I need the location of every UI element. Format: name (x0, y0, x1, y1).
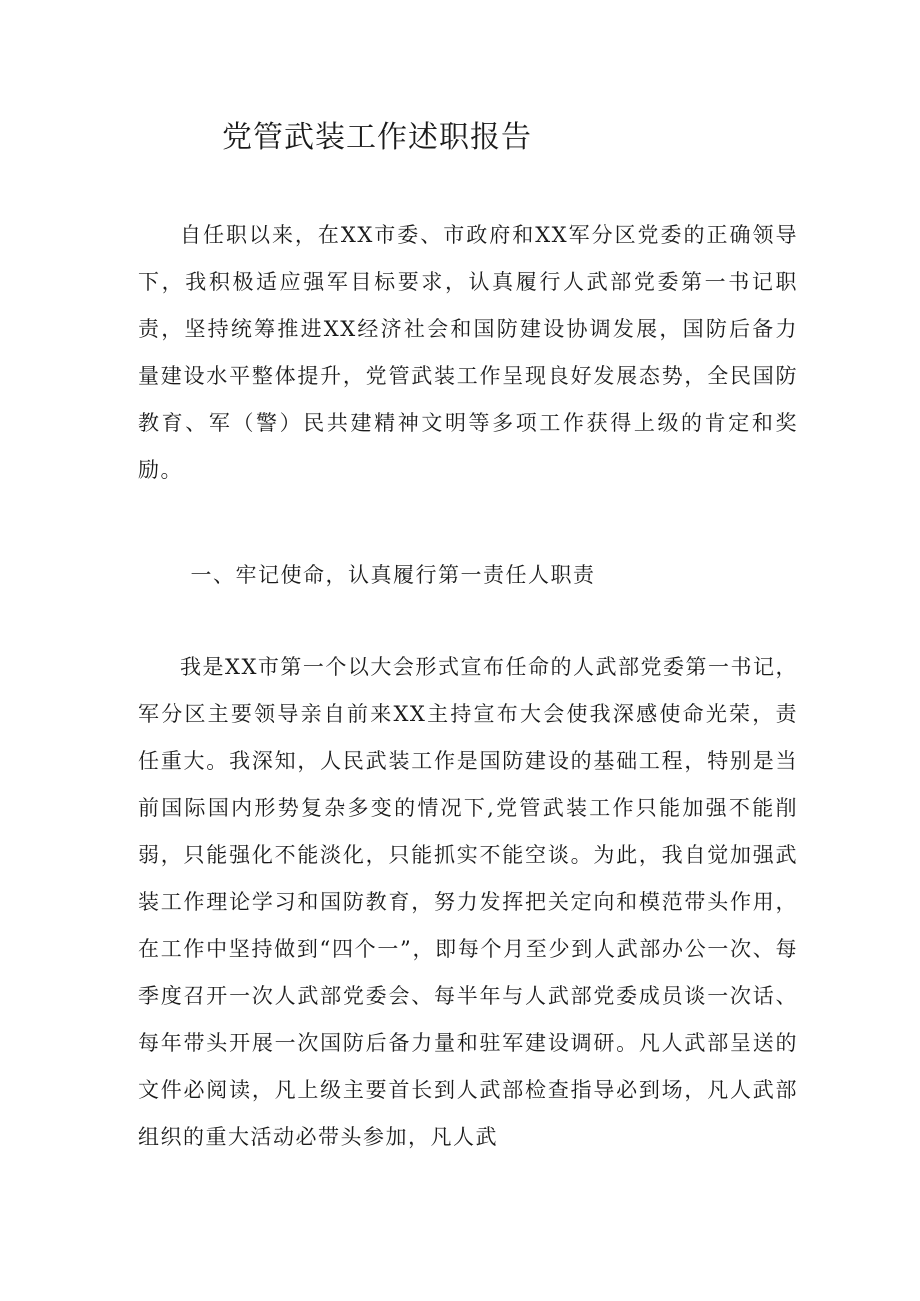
section-heading: 一、牢记使命，认真履行第一责任人职责 (190, 563, 596, 587)
section-paragraph: 我是XX市第一个以大会形式宣布任命的人武部党委第一书记，军分区主要领导亲自前来XX主持宣布大会使我深感使命光荣，责任重大。我深知，人民武装工作是国防建设的基础工程，特别是当前国际国内形势复杂多变的情况下,党管武装工作只能加强不能削弱，只能强化不能淡化，只能抓实不能空谈。为此，我自觉加强武装工作理论学习和国防教育，努力发挥把关定向和模范带头作用，在工作中坚持做到“四个一”，即每个月至少到人武部办公一次、每季度召开一次人武部党委会、每半年与人武部党委成员谈一次话、每年带头开展一次国防后备力量和驻军建设调研。凡人武部呈送的文件必阅读，凡上级主要首长到人武部检查指导必到场，凡人武部组织的重大活动必带头参加，凡人武 (138, 655, 798, 1149)
intro-paragraph: 自任职以来，在XX市委、市政府和XX军分区党委的正确领导下，我积极适应强军目标要求，认真履行人武部党委第一书记职责，坚持统筹推进XX经济社会和国防建设协调发展，国防后备力量建设水平整体提升，党管武装工作呈现良好发展态势，全民国防教育、军（警）民共建精神文明等多项工作获得上级的肯定和奖励。 (138, 223, 798, 482)
document-title: 党管武装工作述职报告 (222, 120, 532, 155)
